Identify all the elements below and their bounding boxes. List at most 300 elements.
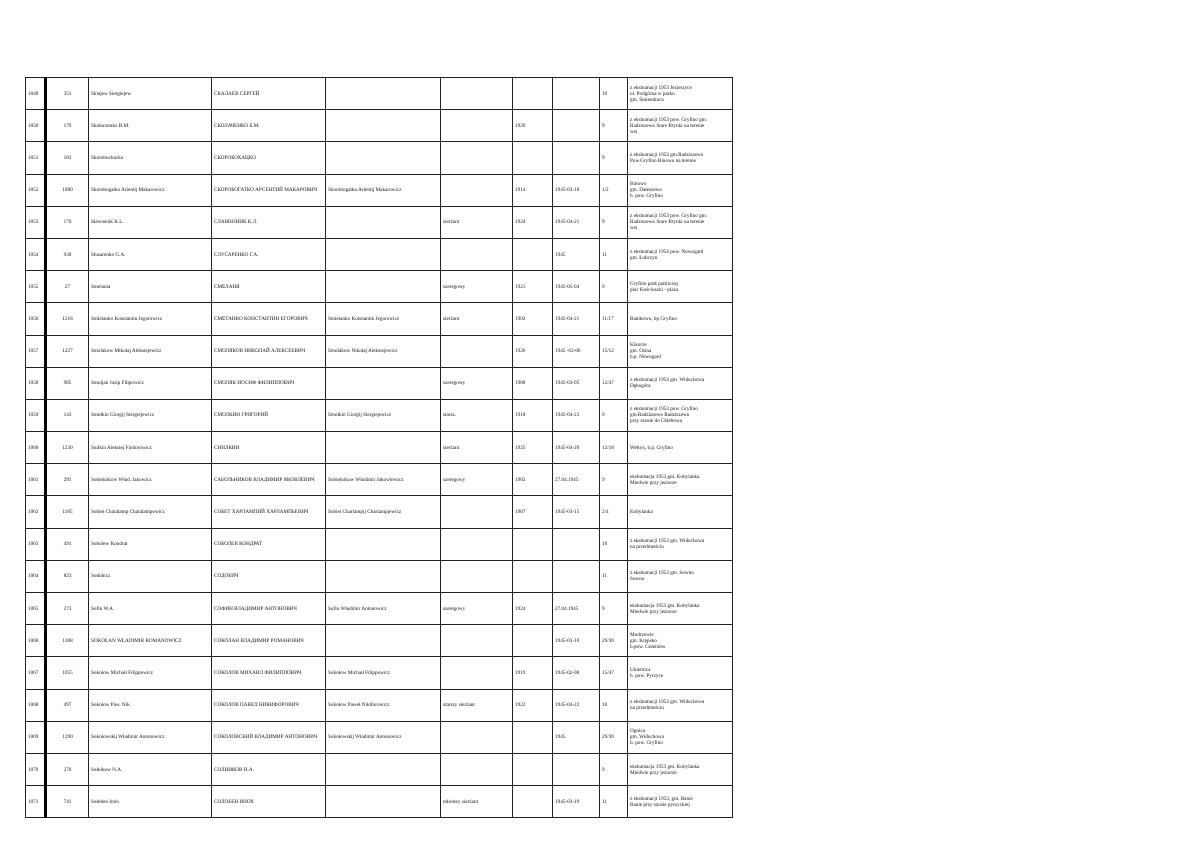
- burial-notes-cell: [628, 593, 733, 625]
- grave-row-cell: 11: [600, 560, 628, 592]
- note-line: Binowo: [630, 181, 647, 188]
- burial-notes-cell: [628, 206, 733, 238]
- name-polish-cell: Smołkin Giorgij Siergiejewicz: [89, 399, 212, 431]
- rank-cell: [441, 110, 513, 142]
- birth-year-cell: 1925: [513, 432, 553, 464]
- grave-id-cell: 497: [46, 689, 89, 721]
- grave-id-cell: 1218: [46, 303, 89, 335]
- burial-register-table: [25, 77, 733, 818]
- entry-number-cell: 1066: [26, 625, 46, 657]
- grave-row-cell: 11: [600, 786, 628, 818]
- grave-id-cell: 273: [46, 593, 89, 625]
- rank-cell: [441, 528, 513, 560]
- entry-number-cell: 1064: [26, 560, 46, 592]
- grave-row-cell: 12/47: [600, 367, 628, 399]
- name-cyrillic-cell: СОБОЛЕВ КОНДРАТ: [212, 528, 326, 560]
- note-line: plac Kościuszki - plaża: [630, 286, 679, 293]
- rank-cell: sierżant: [441, 432, 513, 464]
- death-date-cell: 1945: [553, 238, 600, 270]
- name-alternate-cell: [326, 753, 441, 785]
- entry-number-cell: 1069: [26, 721, 46, 753]
- note-line: na przedmieściu: [630, 705, 664, 712]
- name-alternate-cell: Skorobogatko Arientij Makarowicz: [326, 174, 441, 206]
- table-row: [26, 753, 733, 785]
- burial-notes-cell: [628, 753, 733, 785]
- entry-number-cell: 1068: [26, 689, 46, 721]
- grave-id-cell: 491: [46, 528, 89, 560]
- birth-year-cell: 1924: [513, 206, 553, 238]
- note-line: gm. Osina: [630, 348, 652, 355]
- birth-year-cell: 1918: [513, 399, 553, 431]
- burial-notes-cell: [628, 367, 733, 399]
- grave-id-cell: 351: [46, 78, 89, 110]
- grave-row-cell: 29/30: [600, 625, 628, 657]
- burial-notes-cell: [628, 271, 733, 303]
- table-row: [26, 367, 733, 399]
- burial-notes-cell: [628, 335, 733, 367]
- death-date-cell: 1945-04-20: [553, 432, 600, 464]
- burial-notes-cell: [628, 78, 733, 110]
- rank-cell: starsz.: [441, 399, 513, 431]
- burial-notes-cell: [628, 528, 733, 560]
- grave-id-cell: 1080: [46, 174, 89, 206]
- note-line: wsi: [630, 128, 638, 135]
- note-line: z ekshumacji 1953 gm. Sowno: [630, 570, 694, 577]
- name-cyrillic-cell: САБОЛЬНИКОВ ВЛАДИМИР ЯКОВЛЕВИЧ: [212, 464, 326, 496]
- name-alternate-cell: [326, 367, 441, 399]
- death-date-cell: 1945-04-21: [553, 303, 600, 335]
- name-alternate-cell: [326, 110, 441, 142]
- burial-notes-cell: [628, 432, 733, 464]
- name-alternate-cell: Sofin Władimir Antonowicz: [326, 593, 441, 625]
- name-alternate-cell: Smietanko Konstantin Jegorowicz: [326, 303, 441, 335]
- note-line: Dębogóra: [630, 383, 651, 390]
- birth-year-cell: 1902: [513, 464, 553, 496]
- death-date-cell: 27.04.1945: [553, 464, 600, 496]
- note-line: Miedwie przy jeziorze: [630, 769, 677, 776]
- death-date-cell: 1945 -03-06: [553, 335, 600, 367]
- note-line: b. pow. Gryfino: [630, 740, 663, 747]
- name-alternate-cell: [326, 786, 441, 818]
- name-cyrillic-cell: СЛУСАРЕНКО Г.А.: [212, 238, 326, 270]
- table-row: [26, 721, 733, 753]
- table-row: [26, 786, 733, 818]
- entry-number-cell: 1065: [26, 593, 46, 625]
- table-row: [26, 496, 733, 528]
- burial-notes-cell: [628, 496, 733, 528]
- name-polish-cell: Sławnenik K.L.: [89, 206, 212, 238]
- death-date-cell: [553, 560, 600, 592]
- grave-row-cell: 1/2: [600, 174, 628, 206]
- death-date-cell: [553, 78, 600, 110]
- name-cyrillic-cell: СМЕЛАНЯ: [212, 271, 326, 303]
- table-row: [26, 560, 733, 592]
- note-line: przy szosie do Chlebowa: [630, 418, 683, 425]
- note-line: wsi: [630, 225, 638, 232]
- name-cyrillic-cell: СМЕТАНКО КОНСТАНТИН ЕГОРОВИЧ: [212, 303, 326, 335]
- entry-number-cell: 1063: [26, 528, 46, 560]
- table-row: [26, 432, 733, 464]
- grave-id-cell: 1290: [46, 721, 89, 753]
- name-polish-cell: Smelania: [89, 271, 212, 303]
- burial-notes-cell: [628, 238, 733, 270]
- name-cyrillic-cell: СОЛНИКОВ Н.А.: [212, 753, 326, 785]
- name-cyrillic-cell: СОБЕТ ХАРЛАМПИЙ ХАРЛАМПЬЕВИЧ: [212, 496, 326, 528]
- death-date-cell: 1945-03-15: [553, 496, 600, 528]
- grave-row-cell: 11: [600, 238, 628, 270]
- rank-cell: [441, 657, 513, 689]
- birth-year-cell: [513, 78, 553, 110]
- grave-id-cell: 1185: [46, 496, 89, 528]
- table-row: [26, 174, 733, 206]
- name-alternate-cell: [326, 528, 441, 560]
- grave-row-cell: 2/4: [600, 496, 628, 528]
- grave-id-cell: 179: [46, 110, 89, 142]
- note-line: Radziszewo Stare Brynki na terenie: [630, 219, 705, 226]
- grave-id-cell: 823: [46, 560, 89, 592]
- note-line: Wełtyń, b.p. Gryfino: [630, 444, 673, 451]
- name-alternate-cell: [326, 560, 441, 592]
- name-alternate-cell: [326, 206, 441, 238]
- grave-id-cell: 741: [46, 786, 89, 818]
- note-line: ekshumacja 1953 gm. Kobylanka: [630, 602, 700, 609]
- grave-id-cell: 1227: [46, 335, 89, 367]
- note-line: gm. Krępsko: [630, 637, 657, 644]
- name-cyrillic-cell: СОКОЛАН ВЛАДИМИР РОМАНОВИЧ: [212, 625, 326, 657]
- name-polish-cell: Smoljak Josip Filipowicz: [89, 367, 212, 399]
- grave-id-cell: 143: [46, 399, 89, 431]
- grave-row-cell: 9: [600, 206, 628, 238]
- rank-cell: szeregowy: [441, 464, 513, 496]
- burial-notes-cell: [628, 464, 733, 496]
- name-polish-cell: Sobielnikow Wład. Jakowicz: [89, 464, 212, 496]
- table-row: [26, 206, 733, 238]
- name-alternate-cell: [326, 432, 441, 464]
- rank-cell: [441, 496, 513, 528]
- grave-id-cell: 291: [46, 464, 89, 496]
- table-row: [26, 399, 733, 431]
- burial-notes-cell: [628, 721, 733, 753]
- name-polish-cell: Sobolew Kondrat: [89, 528, 212, 560]
- burial-notes-cell: [628, 657, 733, 689]
- name-polish-cell: Skołaczenko B.M.: [89, 110, 212, 142]
- burial-notes-cell: [628, 786, 733, 818]
- table-row: [26, 238, 733, 270]
- rank-cell: [441, 78, 513, 110]
- table-row: [26, 593, 733, 625]
- name-cyrillic-cell: СЛАВНОНИК К.Л.: [212, 206, 326, 238]
- burial-notes-cell: [628, 689, 733, 721]
- note-line: z ekshumacji 1953 gm.Radziszewo: [630, 151, 704, 158]
- death-date-cell: 1945-04-21: [553, 206, 600, 238]
- note-line: gm. Widuchowa: [630, 734, 664, 741]
- note-line: na przedmieściu: [630, 544, 664, 551]
- name-cyrillic-cell: СКОРОБОГАТКО АРСЕНТИЙ МАКАРОВИЧ: [212, 174, 326, 206]
- grave-row-cell: 9: [600, 593, 628, 625]
- death-date-cell: 1945-02-08: [553, 657, 600, 689]
- note-line: Pow.Gryfino Binowo na terenie: [630, 157, 696, 164]
- burial-notes-cell: [628, 399, 733, 431]
- death-date-cell: 1945: [553, 721, 600, 753]
- name-polish-cell: Snilkin Aleksiej Fiodorowicz: [89, 432, 212, 464]
- note-line: z ekshumacji 1953 Jezierzyce: [630, 84, 692, 91]
- name-cyrillic-cell: СОЛОБЕН ИНОХ: [212, 786, 326, 818]
- note-line: Gryfino park publiczny: [630, 280, 679, 287]
- table-row: [26, 657, 733, 689]
- burial-notes-cell: [628, 625, 733, 657]
- note-line: ekshumacja 1953 gm. Kobylanka: [630, 473, 700, 480]
- name-alternate-cell: [326, 271, 441, 303]
- note-line: Banie przy szosie pyrzyckiej: [630, 801, 690, 808]
- entry-number-cell: 1051: [26, 142, 46, 174]
- name-polish-cell: Smolakow Mikołaj Aleksiejewicz: [89, 335, 212, 367]
- rank-cell: [441, 335, 513, 367]
- death-date-cell: 1945-03-05: [553, 367, 600, 399]
- name-cyrillic-cell: СМОЛКИН ГРИГОРИЙ: [212, 399, 326, 431]
- name-polish-cell: Sklajew Siergiejew: [89, 78, 212, 110]
- birth-year-cell: [513, 721, 553, 753]
- burial-notes-cell: [628, 142, 733, 174]
- note-line: gm. Łubczyn: [630, 254, 658, 261]
- death-date-cell: [553, 528, 600, 560]
- note-line: gm. Dałeszewo: [630, 187, 662, 194]
- name-polish-cell: Skorobogatko Arientij Makarowicz: [89, 174, 212, 206]
- name-polish-cell: Sodobicz: [89, 560, 212, 592]
- grave-row-cell: 29/30: [600, 721, 628, 753]
- grave-row-cell: 10: [600, 528, 628, 560]
- rank-cell: [441, 560, 513, 592]
- note-line: b.pow. Goleniów: [630, 643, 666, 650]
- name-alternate-cell: Sokołow Paweł Nikiforowicz: [326, 689, 441, 721]
- birth-year-cell: 1907: [513, 496, 553, 528]
- entry-number-cell: 1050: [26, 110, 46, 142]
- name-alternate-cell: Sokołowskij Władimir Antonowicz: [326, 721, 441, 753]
- entry-number-cell: 1070: [26, 753, 46, 785]
- rank-cell: [441, 238, 513, 270]
- note-line: Banikowo, bp Gryfino: [630, 315, 677, 322]
- death-date-cell: 27.04.1945: [553, 593, 600, 625]
- grave-id-cell: 1308: [46, 625, 89, 657]
- note-line: Kikorze: [630, 342, 647, 349]
- entry-number-cell: 1071: [26, 786, 46, 818]
- grave-row-cell: 9: [600, 464, 628, 496]
- rank-cell: [441, 753, 513, 785]
- grave-row-cell: 9: [600, 271, 628, 303]
- entry-number-cell: 1061: [26, 464, 46, 496]
- note-line: b. pow. Gryfino: [630, 193, 663, 200]
- entry-number-cell: 1057: [26, 335, 46, 367]
- name-alternate-cell: [326, 238, 441, 270]
- note-line: Ukiernica: [630, 666, 651, 673]
- name-cyrillic-cell: СОКОЛОВ МИХАИЛ ФИЛИППОВИЧ: [212, 657, 326, 689]
- name-cyrillic-cell: СКАЛАЕВ СЕРГЕЙ: [212, 78, 326, 110]
- death-date-cell: [553, 110, 600, 142]
- death-date-cell: [553, 142, 600, 174]
- grave-row-cell: 9: [600, 142, 628, 174]
- name-polish-cell: Sołoben Inoh: [89, 786, 212, 818]
- name-alternate-cell: Sobielnikow Władimir Jakowlewicz: [326, 464, 441, 496]
- table-row: [26, 335, 733, 367]
- name-cyrillic-cell: СКОЛАЧЕНКО Б.М.: [212, 110, 326, 142]
- name-polish-cell: Sokołow Michaił Filippowicz: [89, 657, 212, 689]
- name-cyrillic-cell: СОФИН ВЛАДИМИР АНТОНОВИЧ: [212, 593, 326, 625]
- entry-number-cell: 1060: [26, 432, 46, 464]
- note-line: Radziszewo Stare Brynki na terenie: [630, 122, 705, 129]
- grave-id-cell: 27: [46, 271, 89, 303]
- rank-cell: sierżant: [441, 303, 513, 335]
- grave-id-cell: 985: [46, 367, 89, 399]
- table-row: [26, 271, 733, 303]
- rank-cell: [441, 625, 513, 657]
- rank-cell: starszy sierżant: [441, 689, 513, 721]
- note-line: Modrzewie: [630, 631, 654, 638]
- table-row: [26, 78, 733, 110]
- name-cyrillic-cell: СОКОЛОВ ПАВЕЛ НИКИФОРОВИЧ: [212, 689, 326, 721]
- rank-cell: młodszy sierżant: [441, 786, 513, 818]
- name-cyrillic-cell: СМОЛЯК ИОСИФ ФИЛИППОВИЧ: [212, 367, 326, 399]
- note-line: z ekshumacji 1953 gm. Widuchowa: [630, 699, 705, 706]
- name-polish-cell: SOKOŁAN WŁADIMIR ROMANOWICZ: [89, 625, 212, 657]
- burial-notes-cell: [628, 110, 733, 142]
- birth-year-cell: 1921: [513, 271, 553, 303]
- burial-notes-cell: [628, 560, 733, 592]
- entry-number-cell: 1058: [26, 367, 46, 399]
- name-polish-cell: Słusarenko G.A.: [89, 238, 212, 270]
- name-polish-cell: Sobiet Charalamp Charalampowicz: [89, 496, 212, 528]
- name-cyrillic-cell: СНИЛКИН: [212, 432, 326, 464]
- grave-row-cell: 9: [600, 399, 628, 431]
- note-line: b.p. Nowogard: [630, 354, 661, 361]
- note-line: z ekshumacji 1954 gm. Widuchowa: [630, 377, 705, 384]
- grave-row-cell: 10: [600, 78, 628, 110]
- table-row: [26, 689, 733, 721]
- rank-cell: szeregowy: [441, 367, 513, 399]
- grave-id-cell: 183: [46, 142, 89, 174]
- entry-number-cell: 1059: [26, 399, 46, 431]
- entry-number-cell: 1049: [26, 78, 46, 110]
- name-alternate-cell: Smołkin Giorgij Siergiejewicz: [326, 399, 441, 431]
- entry-number-cell: 1052: [26, 174, 46, 206]
- name-cyrillic-cell: СОДОБИЧ: [212, 560, 326, 592]
- grave-row-cell: 9: [600, 110, 628, 142]
- death-date-cell: 1945-04-22: [553, 689, 600, 721]
- name-polish-cell: Sokołowskij Władimir Antonowicz: [89, 721, 212, 753]
- name-alternate-cell: [326, 78, 441, 110]
- birth-year-cell: 1900: [513, 367, 553, 399]
- note-line: z ekshumacji 1953 gm. Widuchowa: [630, 538, 705, 545]
- note-line: z ekshumacji 1953, gm. Banie: [630, 795, 693, 802]
- name-alternate-cell: Sobiet Charlampij Charlampjewicz: [326, 496, 441, 528]
- birth-year-cell: 1926: [513, 335, 553, 367]
- birth-year-cell: 1914: [513, 174, 553, 206]
- name-alternate-cell: Sokołow Michaił Filippowicz: [326, 657, 441, 689]
- burial-notes-cell: [628, 174, 733, 206]
- death-date-cell: 1945-03-10: [553, 625, 600, 657]
- name-alternate-cell: [326, 142, 441, 174]
- death-date-cell: 1945-03-18: [553, 174, 600, 206]
- birth-year-cell: 1902: [513, 303, 553, 335]
- grave-id-cell: 270: [46, 753, 89, 785]
- rank-cell: szeregowy: [441, 271, 513, 303]
- birth-year-cell: [513, 786, 553, 818]
- note-line: Miedwie przy jeziorze: [630, 608, 677, 615]
- note-line: Ognica: [630, 728, 645, 735]
- death-date-cell: 1945-03-19: [553, 786, 600, 818]
- rank-cell: sierżant: [441, 206, 513, 238]
- note-line: gm. Śmiendnica: [630, 96, 664, 103]
- death-date-cell: 1945-05-04: [553, 271, 600, 303]
- name-alternate-cell: Smolakow Nikołaj Aleksiejewicz: [326, 335, 441, 367]
- rank-cell: [441, 174, 513, 206]
- note-line: Kobylanka: [630, 509, 653, 516]
- birth-year-cell: [513, 528, 553, 560]
- note-line: Sowno: [630, 576, 645, 583]
- grave-row-cell: 10: [600, 689, 628, 721]
- name-alternate-cell: [326, 625, 441, 657]
- note-line: ul. Podgórna w parku: [630, 90, 675, 97]
- entry-number-cell: 1053: [26, 206, 46, 238]
- birth-year-cell: 1922: [513, 689, 553, 721]
- burial-notes-cell: [628, 303, 733, 335]
- rank-cell: szeregowy: [441, 593, 513, 625]
- grave-id-cell: 930: [46, 238, 89, 270]
- death-date-cell: 1945-04-23: [553, 399, 600, 431]
- birth-year-cell: 1926: [513, 110, 553, 142]
- birth-year-cell: [513, 142, 553, 174]
- name-polish-cell: Smietanko Konstantin Jegorowicz: [89, 303, 212, 335]
- entry-number-cell: 1056: [26, 303, 46, 335]
- grave-row-cell: 9: [600, 753, 628, 785]
- entry-number-cell: 1054: [26, 238, 46, 270]
- death-date-cell: [553, 753, 600, 785]
- name-cyrillic-cell: СКОРОБОХАЦКО: [212, 142, 326, 174]
- entry-number-cell: 1067: [26, 657, 46, 689]
- grave-row-cell: 12/18: [600, 432, 628, 464]
- table-row: [26, 528, 733, 560]
- table-row: [26, 464, 733, 496]
- birth-year-cell: [513, 753, 553, 785]
- entry-number-cell: 1062: [26, 496, 46, 528]
- note-line: b. pow. Pyrzyce: [630, 672, 664, 679]
- entry-number-cell: 1055: [26, 271, 46, 303]
- table-row: [26, 142, 733, 174]
- note-line: z ekshumacji 1953 pow. Gryfino gm.: [630, 116, 708, 123]
- name-cyrillic-cell: СОКОЛОВСКИЙ ВЛАДИМИР АНТОНОВИЧ: [212, 721, 326, 753]
- note-line: ekshumacja 1953 gm. Kobylanka: [630, 763, 700, 770]
- table-row: [26, 625, 733, 657]
- note-line: z ekshumacji 1954 pow. Nowogard: [630, 248, 704, 255]
- name-polish-cell: Sofin W.A.: [89, 593, 212, 625]
- birth-year-cell: [513, 238, 553, 270]
- note-line: z ekshumacji 1953 pow. Gryfino: [630, 406, 698, 413]
- name-polish-cell: Skorobochacko: [89, 142, 212, 174]
- grave-id-cell: 1055: [46, 657, 89, 689]
- grave-row-cell: 15/12: [600, 335, 628, 367]
- birth-year-cell: [513, 625, 553, 657]
- grave-id-cell: 1230: [46, 432, 89, 464]
- name-cyrillic-cell: СМОЛЯКОВ НИКОЛАЙ АЛЕКСЕЕВИЧ: [212, 335, 326, 367]
- note-line: Miedwie przy jeziorze: [630, 479, 677, 486]
- table-body: [26, 78, 733, 818]
- birth-year-cell: [513, 560, 553, 592]
- note-line: z ekshumacji 1953 pow. Gryfino gm.: [630, 213, 708, 220]
- rank-cell: [441, 142, 513, 174]
- table-row: [26, 110, 733, 142]
- grave-row-cell: 11/17: [600, 303, 628, 335]
- grave-row-cell: 15/47: [600, 657, 628, 689]
- table-row: [26, 303, 733, 335]
- grave-id-cell: 170: [46, 206, 89, 238]
